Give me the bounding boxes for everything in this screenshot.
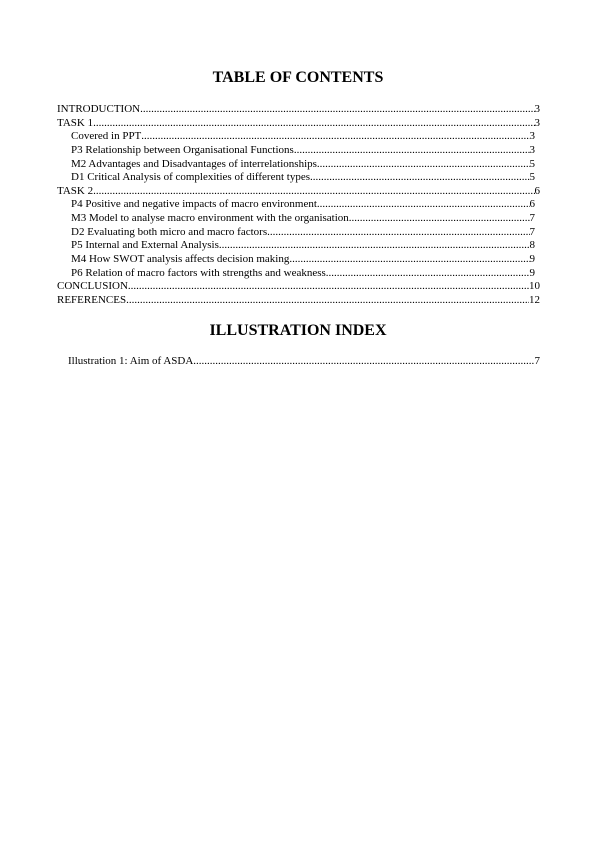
toc-entry-label: P4 Positive and negative impacts of macro environment [71, 198, 317, 211]
toc-entry-p6[interactable] [57, 267, 535, 281]
toc-entry-covered-in-ppt[interactable] [57, 130, 535, 144]
dot-leader [93, 185, 534, 199]
toc-entry-label: P5 Internal and External Analysis [71, 239, 219, 252]
toc-entry-task-2[interactable] [57, 185, 540, 199]
toc-entry-label: D2 Evaluating both micro and macro factors [71, 225, 268, 238]
dot-leader [141, 130, 529, 144]
toc-list [57, 103, 540, 308]
illustration-index-title: ILLUSTRATION INDEX [209, 322, 387, 339]
toc-entry-page: 6 [529, 198, 535, 211]
toc-entry-label: D1 Critical Analysis of complexities of different types [71, 171, 310, 184]
dot-leader [317, 158, 530, 172]
dot-leader [193, 355, 534, 369]
dot-leader [349, 212, 530, 226]
toc-entry-references[interactable] [57, 294, 540, 308]
toc-entry-label: M2 Advantages and Disadvantages of interrelationships [71, 157, 317, 170]
dot-leader [219, 239, 530, 253]
dot-leader [289, 253, 529, 267]
toc-entry-page: 12 [529, 293, 540, 306]
dot-leader [317, 198, 530, 212]
toc-entry-conclusion[interactable] [57, 280, 540, 294]
toc-entry-page: 9 [529, 253, 535, 266]
dot-leader [310, 171, 530, 185]
illustration-entry-1[interactable] [57, 355, 540, 369]
dot-leader [294, 144, 530, 158]
toc-entry-label: P3 Relationship between Organisational Functions [71, 143, 294, 156]
toc-entry-page: 3 [529, 143, 535, 156]
toc-entry-page: 6 [534, 184, 540, 197]
dot-leader [140, 103, 534, 117]
toc-entry-p5[interactable] [57, 239, 535, 253]
toc-entry-page: 3 [529, 130, 535, 143]
dot-leader [126, 294, 529, 308]
toc-entry-label: CONCLUSION [57, 280, 128, 293]
toc-entry-m3[interactable] [57, 212, 535, 226]
illustration-entry-page: 7 [534, 355, 540, 367]
dot-leader [93, 117, 534, 131]
toc-entry-label: M3 Model to analyse macro environment with the organisation [71, 212, 349, 225]
toc-entry-label: INTRODUCTION [57, 103, 141, 115]
toc-entry-page: 5 [529, 157, 535, 170]
toc-entry-d1[interactable] [57, 171, 535, 185]
toc-entry-page: 9 [529, 266, 535, 279]
toc-entry-label: M4 How SWOT analysis affects decision making [71, 253, 290, 266]
toc-entry-d2[interactable] [57, 226, 535, 240]
toc-entry-label: Covered in PPT [71, 130, 142, 143]
toc-entry-page: 8 [529, 239, 535, 252]
toc-entry-task-1[interactable] [57, 117, 540, 131]
toc-entry-page: 7 [529, 212, 535, 225]
dot-leader [267, 226, 529, 240]
toc-entry-label: REFERENCES [57, 293, 127, 306]
dot-leader [326, 267, 530, 281]
toc-entry-page: 5 [529, 171, 535, 184]
toc-entry-m2[interactable] [57, 158, 535, 172]
toc-entry-page: 3 [534, 103, 540, 115]
toc-entry-m4[interactable] [57, 253, 535, 267]
toc-entry-label: P6 Relation of macro factors with strengths and weakness [71, 266, 326, 279]
illustration-entry-label: Illustration 1: Aim of ASDA [68, 355, 194, 367]
illustration-index-list [57, 355, 540, 369]
toc-title: TABLE OF CONTENTS [212, 69, 384, 86]
toc-entry-p3[interactable] [57, 144, 535, 158]
toc-entry-label: TASK 2 [57, 184, 94, 197]
toc-entry-label: TASK 1 [57, 116, 94, 129]
toc-entry-page: 3 [534, 116, 540, 129]
toc-entry-p4[interactable] [57, 198, 535, 212]
toc-entry-page: 7 [529, 225, 535, 238]
toc-entry-introduction[interactable] [57, 103, 540, 117]
toc-entry-page: 10 [529, 280, 540, 293]
dot-leader [128, 280, 529, 294]
